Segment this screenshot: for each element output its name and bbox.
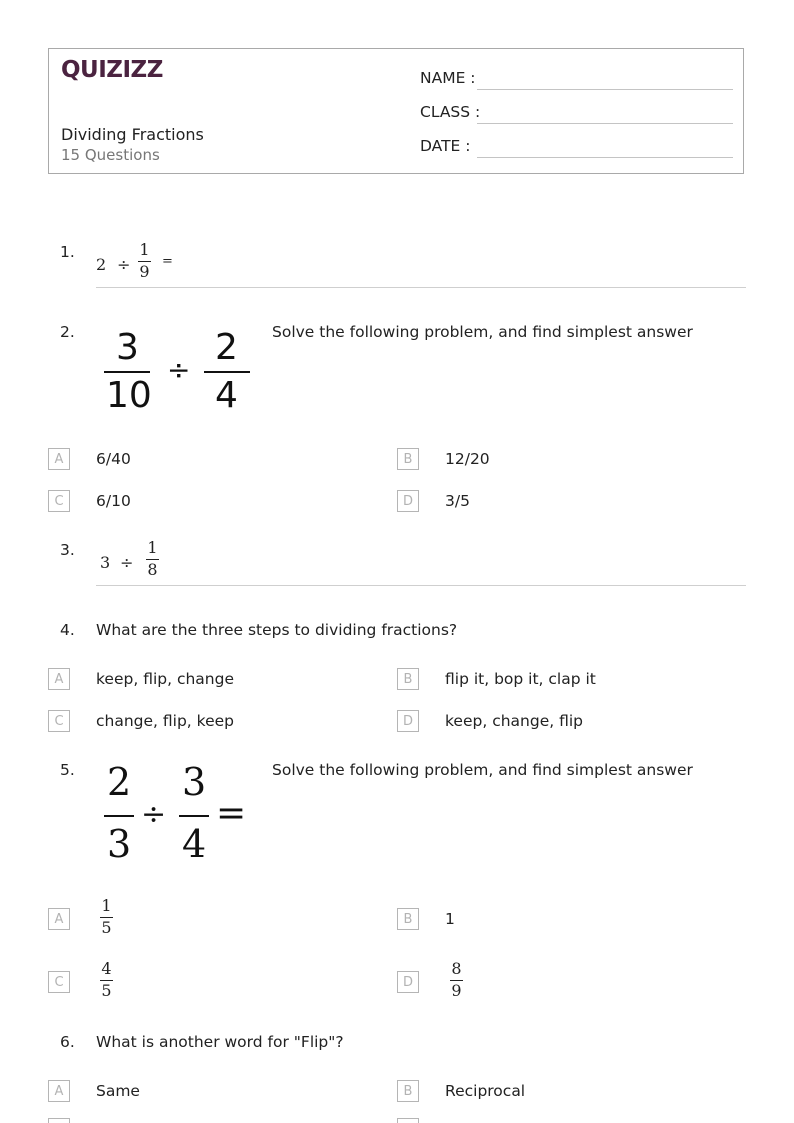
question-number-5: 5. <box>60 761 75 779</box>
q2-option-c-box[interactable]: C <box>48 490 70 512</box>
q5-option-d-box[interactable]: D <box>397 971 419 993</box>
q2-fraction-b-denominator: 4 <box>215 375 238 416</box>
q4-option-c-box[interactable]: C <box>48 710 70 732</box>
q5-option-d-numerator: 8 <box>451 959 462 978</box>
question-number-2: 2. <box>60 323 75 341</box>
class-line[interactable] <box>477 123 733 124</box>
q1-fraction-numerator: 1 <box>139 240 150 259</box>
q4-text: What are the three steps to dividing fractions? <box>96 621 458 639</box>
q5-fraction-a-bar <box>104 815 134 817</box>
q2-option-d-text[interactable]: 3/5 <box>445 492 470 510</box>
q4-option-d-box[interactable]: D <box>397 710 419 732</box>
question-count: 15 Questions <box>61 146 160 164</box>
question-number-3: 3. <box>60 541 75 559</box>
q5-option-a-fraction[interactable] <box>100 898 113 936</box>
q5-fraction-a-denominator: 3 <box>107 822 132 866</box>
q5-option-b-box[interactable]: B <box>397 908 419 930</box>
q3-fraction-denominator: 8 <box>147 560 158 579</box>
q2-fraction-a-numerator: 3 <box>116 327 139 368</box>
q6-option-b-text[interactable]: Reciprocal <box>445 1082 526 1100</box>
q3-answer-line[interactable] <box>96 585 746 586</box>
date-label: DATE : <box>420 137 471 155</box>
q2-text: Solve the following problem, and find simplest answer <box>272 323 693 341</box>
q6-option-a-box[interactable]: A <box>48 1080 70 1102</box>
q5-option-c-box[interactable]: C <box>48 971 70 993</box>
question-number-1: 1. <box>60 243 75 261</box>
q1-answer-line[interactable] <box>96 287 746 288</box>
name-line[interactable] <box>477 89 733 90</box>
q3-operator: ÷ <box>120 553 134 572</box>
q2-fraction-b-bar <box>204 371 250 373</box>
q5-fraction-b-numerator: 3 <box>182 760 207 804</box>
q5-option-a-denominator: 5 <box>101 918 112 937</box>
class-label: CLASS : <box>420 103 481 121</box>
q4-option-b-text[interactable]: flip it, bop it, clap it <box>445 670 596 688</box>
q5-option-b-text[interactable]: 1 <box>445 910 455 928</box>
q5-equals: = <box>216 793 247 834</box>
q6-option-d-box-partial[interactable] <box>397 1118 419 1123</box>
q2-option-d-box[interactable]: D <box>397 490 419 512</box>
q3-whole: 3 <box>100 553 111 572</box>
q2-fraction-a-denominator: 10 <box>106 375 152 416</box>
q1-operator: ÷ <box>117 255 131 274</box>
q5-option-a-numerator: 1 <box>101 896 112 915</box>
q5-operator: ÷ <box>141 797 167 832</box>
date-line[interactable] <box>477 157 733 158</box>
q4-option-d-text[interactable]: keep, change, flip <box>445 712 583 730</box>
q5-option-d-denominator: 9 <box>451 981 462 1000</box>
q1-equals: = <box>162 254 173 269</box>
name-label: NAME : <box>420 69 476 87</box>
q4-option-c-text[interactable]: change, flip, keep <box>96 712 234 730</box>
q6-option-b-box[interactable]: B <box>397 1080 419 1102</box>
q2-option-a-box[interactable]: A <box>48 448 70 470</box>
q5-option-c-fraction[interactable] <box>100 961 113 999</box>
q5-text: Solve the following problem, and find simplest answer <box>272 761 693 779</box>
q3-fraction <box>146 540 159 578</box>
q5-option-d-fraction[interactable] <box>450 961 463 999</box>
q5-option-c-numerator: 4 <box>101 959 112 978</box>
question-number-6: 6. <box>60 1033 75 1051</box>
q2-option-b-text[interactable]: 12/20 <box>445 450 490 468</box>
worksheet-header <box>48 48 744 174</box>
q2-fraction-a-bar <box>104 371 150 373</box>
q5-fraction-b-denominator: 4 <box>182 822 207 866</box>
q2-fraction-b-numerator: 2 <box>215 327 238 368</box>
q5-fraction-b-bar <box>179 815 209 817</box>
q4-option-b-box[interactable]: B <box>397 668 419 690</box>
q5-option-c-denominator: 5 <box>101 981 112 1000</box>
q3-fraction-numerator: 1 <box>147 538 158 557</box>
quizizz-logo: QUIZIZZ <box>61 57 163 83</box>
question-number-4: 4. <box>60 621 75 639</box>
q4-option-a-text[interactable]: keep, flip, change <box>96 670 234 688</box>
q2-operator: ÷ <box>167 353 191 386</box>
q5-fraction-a-numerator: 2 <box>107 760 132 804</box>
q2-option-c-text[interactable]: 6/10 <box>96 492 131 510</box>
q2-option-a-text[interactable]: 6/40 <box>96 450 131 468</box>
q6-option-c-box-partial[interactable] <box>48 1118 70 1123</box>
q6-option-a-text[interactable]: Same <box>96 1082 140 1100</box>
q1-fraction-denominator: 9 <box>139 262 150 281</box>
q1-whole: 2 <box>96 255 107 274</box>
q2-option-b-box[interactable]: B <box>397 448 419 470</box>
q6-text: What is another word for "Flip"? <box>96 1033 344 1051</box>
q4-option-a-box[interactable]: A <box>48 668 70 690</box>
q5-option-a-box[interactable]: A <box>48 908 70 930</box>
q1-fraction <box>138 242 151 280</box>
worksheet-title: Dividing Fractions <box>61 125 204 144</box>
